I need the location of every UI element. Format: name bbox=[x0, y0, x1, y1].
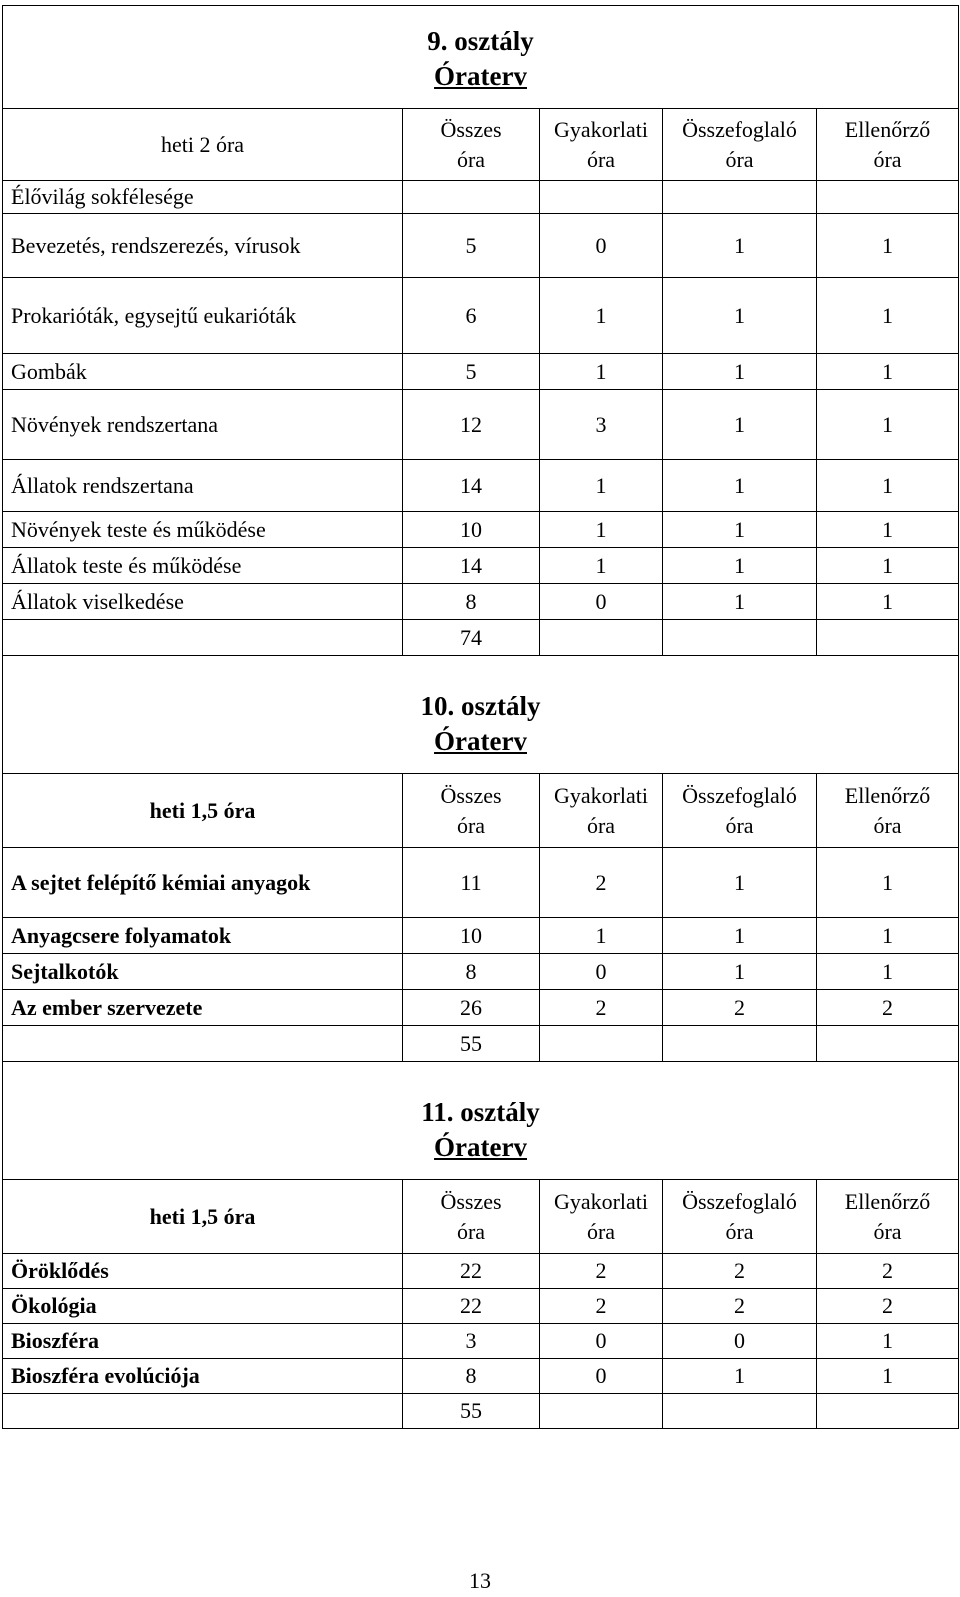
hours-cell: 8 bbox=[403, 584, 540, 620]
column-header-line: óra bbox=[873, 812, 902, 838]
hours-cell: 0 bbox=[540, 1324, 663, 1359]
hours-cell: 1 bbox=[817, 214, 959, 278]
hours-cell: 14 bbox=[403, 460, 540, 512]
topic-label: Gombák bbox=[3, 354, 403, 390]
column-header-line: óra bbox=[456, 812, 486, 838]
hours-cell: 1 bbox=[540, 918, 663, 954]
column-header-line: óra bbox=[725, 1218, 754, 1244]
empty-cell bbox=[817, 1394, 959, 1429]
grade-title: 10. osztály bbox=[420, 691, 541, 721]
column-header-line: Összes bbox=[440, 782, 502, 808]
hours-cell: 1 bbox=[540, 548, 663, 584]
column-header bbox=[403, 1180, 540, 1254]
column-header-line: óra bbox=[586, 1218, 616, 1244]
table-row bbox=[3, 390, 959, 460]
hours-cell: 3 bbox=[403, 1324, 540, 1359]
column-header-line: Gyakorlati bbox=[553, 1188, 649, 1214]
hours-cell: 1 bbox=[663, 954, 817, 990]
topic-label: Prokarióták, egysejtű eukarióták bbox=[3, 278, 403, 354]
header-row bbox=[3, 774, 959, 848]
grade-title: 11. osztály bbox=[421, 1097, 540, 1127]
hours-cell: 1 bbox=[540, 460, 663, 512]
hours-cell: 2 bbox=[663, 1289, 817, 1324]
hours-cell: 1 bbox=[663, 278, 817, 354]
hours-cell: 1 bbox=[663, 1359, 817, 1394]
total-row bbox=[3, 1026, 959, 1062]
hours-cell: 1 bbox=[817, 390, 959, 460]
hours-cell: 0 bbox=[540, 214, 663, 278]
grade-title: 9. osztály bbox=[427, 26, 534, 56]
hours-cell: 1 bbox=[817, 1324, 959, 1359]
table-row bbox=[3, 1324, 959, 1359]
hours-cell: 1 bbox=[663, 848, 817, 918]
table-row bbox=[3, 1359, 959, 1394]
empty-cell bbox=[540, 1394, 663, 1429]
hours-cell: 2 bbox=[663, 990, 817, 1026]
hours-cell: 1 bbox=[663, 214, 817, 278]
topic-label: Sejtalkotók bbox=[3, 954, 403, 990]
topic-label: Anyagcsere folyamatok bbox=[3, 918, 403, 954]
curriculum-table bbox=[2, 5, 959, 1429]
column-header bbox=[540, 109, 663, 181]
hours-cell: 1 bbox=[817, 354, 959, 390]
empty-cell bbox=[663, 181, 817, 214]
empty-cell bbox=[3, 1394, 403, 1429]
column-header-line: Gyakorlati bbox=[553, 116, 649, 142]
column-header-line: Összes bbox=[440, 1188, 502, 1214]
empty-cell bbox=[540, 181, 663, 214]
column-header bbox=[663, 1180, 817, 1254]
hours-cell: 2 bbox=[540, 848, 663, 918]
topic-label: Ökológia bbox=[3, 1289, 403, 1324]
topic-label: Bevezetés, rendszerezés, vírusok bbox=[3, 214, 403, 278]
column-header-line: óra bbox=[586, 146, 616, 172]
column-header-line: óra bbox=[725, 812, 754, 838]
hours-cell: 1 bbox=[663, 512, 817, 548]
hours-cell: 1 bbox=[663, 548, 817, 584]
hours-cell: 2 bbox=[817, 990, 959, 1026]
column-header-line: Gyakorlati bbox=[553, 782, 649, 808]
column-header-line: Ellenőrző bbox=[844, 116, 931, 142]
table-row bbox=[3, 918, 959, 954]
section-title-row bbox=[3, 1062, 959, 1180]
header-row bbox=[3, 1180, 959, 1254]
column-header-line: Összefoglaló bbox=[682, 782, 797, 808]
column-header-line: Ellenőrző bbox=[844, 782, 931, 808]
empty-cell bbox=[3, 1026, 403, 1062]
total-hours: 74 bbox=[403, 620, 540, 656]
hours-cell: 8 bbox=[403, 1359, 540, 1394]
column-header bbox=[540, 1180, 663, 1254]
column-header-line: Összefoglaló bbox=[682, 1188, 797, 1214]
page-number: 13 bbox=[469, 1568, 491, 1593]
column-header bbox=[403, 109, 540, 181]
topic-label: Az ember szervezete bbox=[3, 990, 403, 1026]
hours-cell: 1 bbox=[817, 460, 959, 512]
hours-cell: 1 bbox=[540, 512, 663, 548]
hours-cell: 0 bbox=[663, 1324, 817, 1359]
column-header bbox=[663, 774, 817, 848]
hours-cell: 11 bbox=[403, 848, 540, 918]
column-header bbox=[403, 774, 540, 848]
topic-label: Állatok rendszertana bbox=[3, 460, 403, 512]
hours-cell: 1 bbox=[817, 548, 959, 584]
hours-cell: 1 bbox=[817, 918, 959, 954]
topic-label: Öröklődés bbox=[3, 1254, 403, 1289]
column-header bbox=[540, 774, 663, 848]
weekly-hours: heti 2 óra bbox=[3, 109, 403, 181]
hours-cell: 1 bbox=[663, 584, 817, 620]
empty-cell bbox=[540, 620, 663, 656]
hours-cell: 2 bbox=[540, 1289, 663, 1324]
hours-cell: 10 bbox=[403, 918, 540, 954]
table-row bbox=[3, 278, 959, 354]
hours-cell: 5 bbox=[403, 214, 540, 278]
hours-cell: 1 bbox=[540, 278, 663, 354]
table-row bbox=[3, 548, 959, 584]
column-header-line: óra bbox=[586, 812, 616, 838]
column-header bbox=[817, 1180, 959, 1254]
section-title bbox=[3, 656, 959, 774]
hours-cell: 22 bbox=[403, 1254, 540, 1289]
hours-cell: 2 bbox=[540, 1254, 663, 1289]
empty-cell bbox=[663, 1394, 817, 1429]
hours-cell: 3 bbox=[540, 390, 663, 460]
hours-cell: 0 bbox=[540, 584, 663, 620]
hours-cell: 26 bbox=[403, 990, 540, 1026]
hours-cell: 1 bbox=[817, 278, 959, 354]
hours-cell: 6 bbox=[403, 278, 540, 354]
total-hours: 55 bbox=[403, 1394, 540, 1429]
hours-cell: 1 bbox=[540, 354, 663, 390]
category-row bbox=[3, 181, 959, 214]
column-header bbox=[817, 109, 959, 181]
empty-cell bbox=[403, 181, 540, 214]
table-row bbox=[3, 1289, 959, 1324]
hours-cell: 5 bbox=[403, 354, 540, 390]
hours-cell: 12 bbox=[403, 390, 540, 460]
column-header-line: óra bbox=[873, 146, 902, 172]
empty-cell bbox=[817, 1026, 959, 1062]
section-title bbox=[3, 6, 959, 109]
weekly-hours: heti 1,5 óra bbox=[3, 1180, 403, 1254]
section-title-row bbox=[3, 656, 959, 774]
category-label: Élővilág sokfélesége bbox=[3, 181, 403, 214]
topic-label: Állatok teste és működése bbox=[3, 548, 403, 584]
empty-cell bbox=[817, 620, 959, 656]
schedule-subtitle: Óraterv bbox=[434, 1132, 527, 1162]
column-header bbox=[817, 774, 959, 848]
hours-cell: 1 bbox=[817, 954, 959, 990]
table-row bbox=[3, 584, 959, 620]
column-header-line: óra bbox=[725, 146, 754, 172]
table-row bbox=[3, 460, 959, 512]
total-row bbox=[3, 620, 959, 656]
hours-cell: 22 bbox=[403, 1289, 540, 1324]
total-row bbox=[3, 1394, 959, 1429]
topic-label: Állatok viselkedése bbox=[3, 584, 403, 620]
topic-label: Bioszféra bbox=[3, 1324, 403, 1359]
hours-cell: 1 bbox=[817, 1359, 959, 1394]
hours-cell: 8 bbox=[403, 954, 540, 990]
hours-cell: 1 bbox=[663, 390, 817, 460]
hours-cell: 14 bbox=[403, 548, 540, 584]
empty-cell bbox=[3, 620, 403, 656]
hours-cell: 0 bbox=[540, 954, 663, 990]
hours-cell: 10 bbox=[403, 512, 540, 548]
topic-label: A sejtet felépítő kémiai anyagok bbox=[3, 848, 403, 918]
schedule-subtitle: Óraterv bbox=[434, 61, 527, 91]
topic-label: Növények teste és működése bbox=[3, 512, 403, 548]
schedule-subtitle: Óraterv bbox=[434, 726, 527, 756]
hours-cell: 1 bbox=[663, 460, 817, 512]
hours-cell: 1 bbox=[817, 584, 959, 620]
hours-cell: 2 bbox=[540, 990, 663, 1026]
header-row bbox=[3, 109, 959, 181]
total-hours: 55 bbox=[403, 1026, 540, 1062]
empty-cell bbox=[817, 181, 959, 214]
table-row bbox=[3, 990, 959, 1026]
hours-cell: 1 bbox=[663, 918, 817, 954]
hours-cell: 2 bbox=[663, 1254, 817, 1289]
table-row bbox=[3, 848, 959, 918]
hours-cell: 2 bbox=[817, 1289, 959, 1324]
empty-cell bbox=[663, 1026, 817, 1062]
hours-cell: 2 bbox=[817, 1254, 959, 1289]
column-header-line: óra bbox=[456, 146, 486, 172]
column-header-line: Összefoglaló bbox=[682, 116, 797, 142]
hours-cell: 1 bbox=[663, 354, 817, 390]
table-row bbox=[3, 954, 959, 990]
column-header-line: Ellenőrző bbox=[844, 1188, 931, 1214]
hours-cell: 1 bbox=[817, 512, 959, 548]
column-header-line: óra bbox=[873, 1218, 902, 1244]
hours-cell: 0 bbox=[540, 1359, 663, 1394]
section-title bbox=[3, 1062, 959, 1180]
section-title-row bbox=[3, 6, 959, 109]
table-row bbox=[3, 1254, 959, 1289]
column-header bbox=[663, 109, 817, 181]
empty-cell bbox=[663, 620, 817, 656]
column-header-line: óra bbox=[456, 1218, 486, 1244]
hours-cell: 1 bbox=[817, 848, 959, 918]
table-row bbox=[3, 512, 959, 548]
weekly-hours: heti 1,5 óra bbox=[3, 774, 403, 848]
empty-cell bbox=[540, 1026, 663, 1062]
table-row bbox=[3, 214, 959, 278]
topic-label: Bioszféra evolúciója bbox=[3, 1359, 403, 1394]
topic-label: Növények rendszertana bbox=[3, 390, 403, 460]
table-row bbox=[3, 354, 959, 390]
column-header-line: Összes bbox=[440, 116, 502, 142]
